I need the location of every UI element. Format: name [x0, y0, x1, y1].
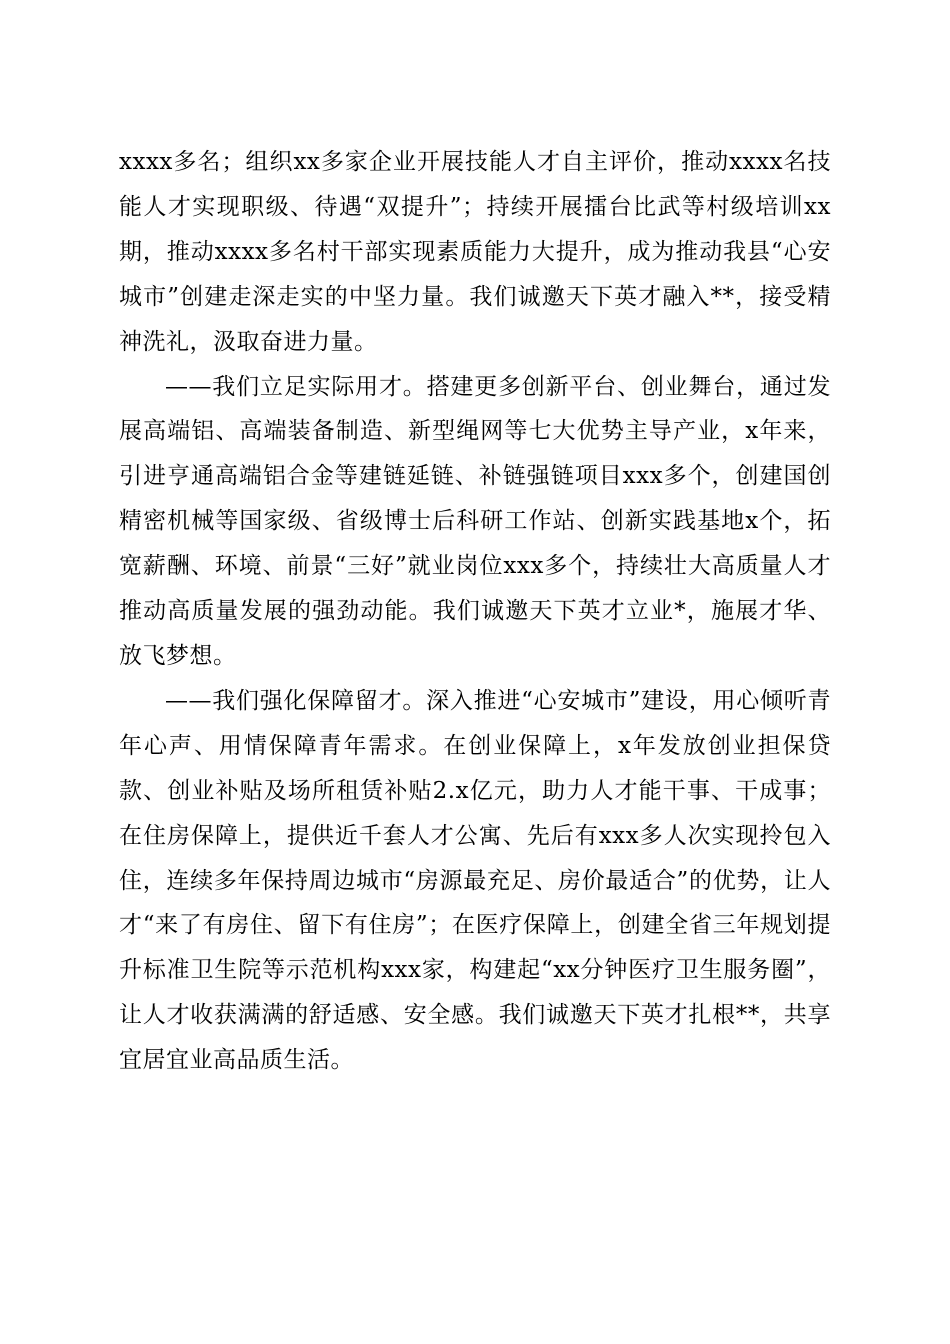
paragraph-use-talent: ——我们立足实际用才。搭建更多创新平台、创业舞台，通过发展高端铝、高端装备制造、新型绳网等七大优势主导产业，x年来，引进亨通高端铝合金等建链延链、补链强链项目xxx多个，创建国创精密机械等国家级、省级博士后科研工作站、创新实践基地x个，拓宽薪酬、环境、前景“三好”就业岗位xxx多个，持续壮大高质量人才推动高质量发展的强劲动能。我们诚邀天下英才立业*，施展才华、放飞梦想。	[119, 373, 831, 669]
document-page	[119, 140, 831, 1083]
paragraph-continuation: xxxx多名；组织xx多家企业开展技能人才自主评价，推动xxxx名技能人才实现职级、待遇“双提升”；持续开展擂台比武等村级培训xx期，推动xxxx多名村干部实现素质能力大提升，成为推动我县“心安城市”创建走深走实的中坚力量。我们诚邀天下英才融入**，接受精神洗礼，汲取奋进力量。	[119, 149, 831, 355]
paragraph-retain-talent: ——我们强化保障留才。深入推进“心安城市”建设，用心倾听青年心声、用情保障青年需求。在创业保障上，x年发放创业担保贷款、创业补贴及场所租赁补贴2.x亿元，助力人才能干事、干成事；在住房保障上，提供近千套人才公寓、先后有xxx多人次实现拎包入住，连续多年保持周边城市“房源最充足、房价最适合”的优势，让人才“来了有房住、留下有住房”；在医疗保障上，创建全省三年规划提升标准卫生院等示范机构xxx家，构建起“xx分钟医疗卫生服务圈”，让人才收获满满的舒适感、安全感。我们诚邀天下英才扎根**，共享宜居宜业高品质生活。	[119, 687, 831, 1074]
